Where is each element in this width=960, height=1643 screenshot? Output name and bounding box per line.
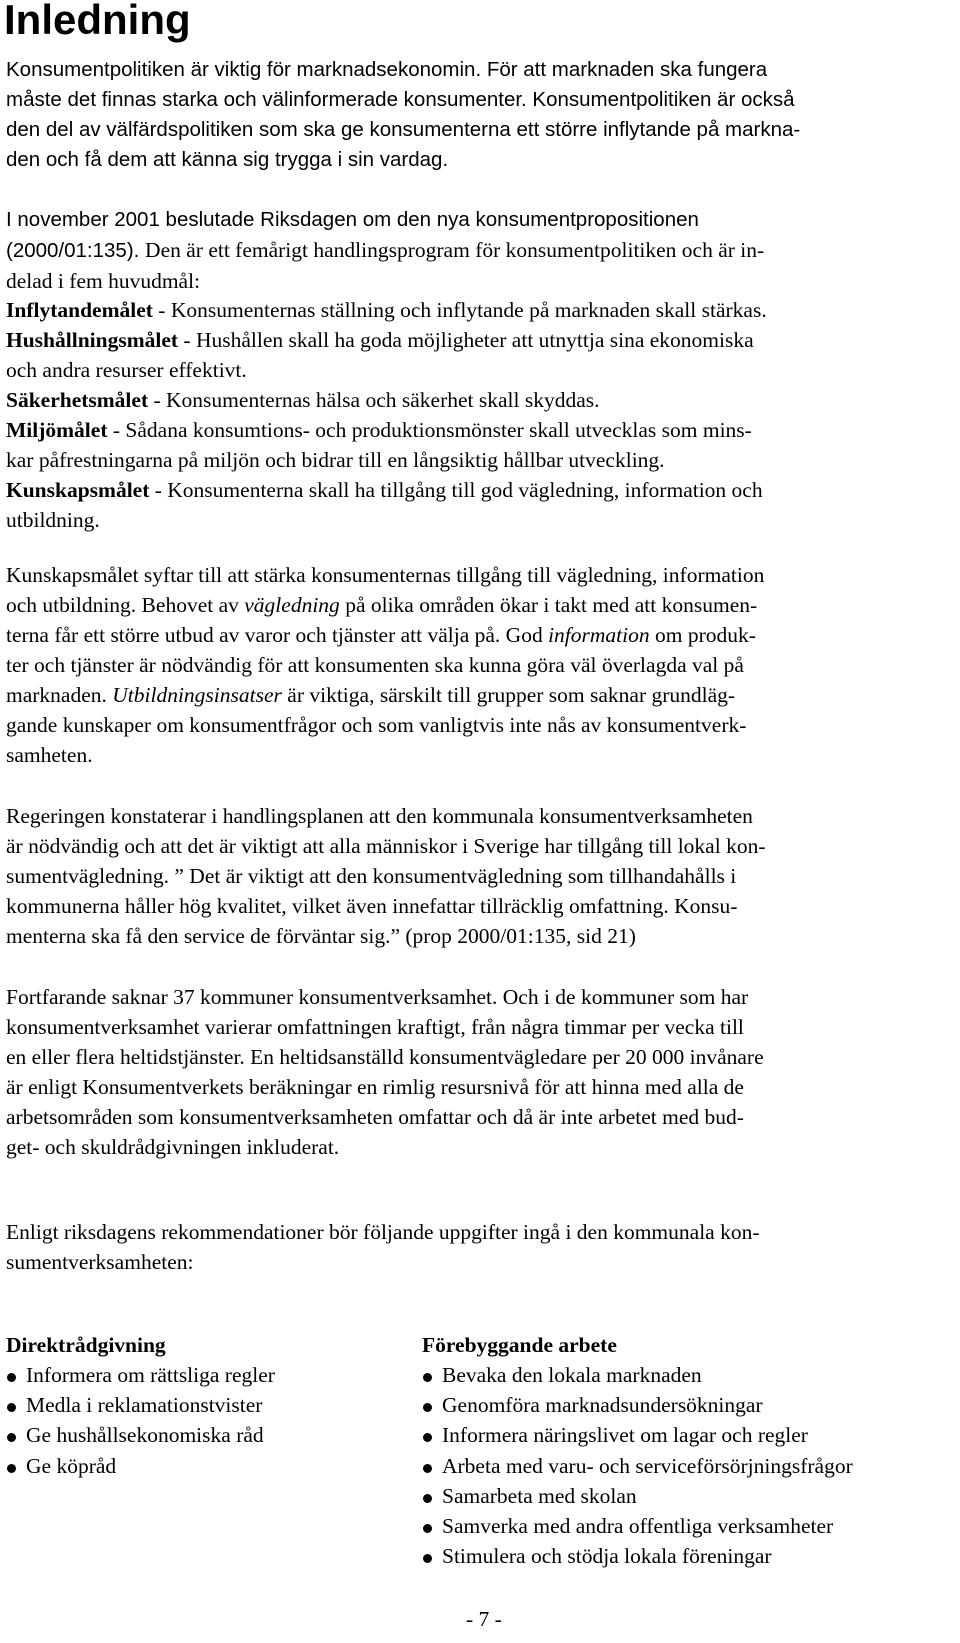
list-item: Samarbeta med skolan — [422, 1481, 954, 1511]
text-line: är nödvändig och att det är viktigt att alla människor i Sverige har tillgång till lokal kon- — [6, 834, 766, 858]
text-line: Konsumentpolitiken är viktig för marknadsekonomin. För att marknaden ska fungera — [6, 58, 768, 81]
text-line: Kunskapsmålet syftar till att stärka konsumenternas tillgång till vägledning, information — [6, 563, 765, 587]
goal-item — [6, 415, 954, 445]
goal-name: Inflytandemålet — [6, 298, 153, 322]
bullet-icon — [423, 1433, 432, 1442]
text-line: sumentverksamheten: — [6, 1250, 194, 1274]
text-line: den del av välfärdspolitiken som ska ge konsumenterna ett större inflytande på markna- — [6, 118, 801, 141]
text-line: Regeringen konstaterar i handlingsplanen att den kommunala konsumentverksamheten — [6, 804, 753, 828]
text-line: Enligt riksdagens rekommendationer bör följande uppgifter ingå i den kommunala kon- — [6, 1220, 760, 1244]
goal-continuation: och andra resurser effektivt. — [6, 358, 247, 382]
text-line: get- och skuldrådgivningen inkluderat. — [6, 1135, 340, 1159]
text-line: är viktiga, särskilt till grupper som saknar grundläg- — [281, 683, 736, 707]
goal-item — [6, 325, 954, 355]
list-item: Samverka med andra offentliga verksamheter — [422, 1511, 954, 1541]
page-title: Inledning — [4, 0, 191, 43]
emphasis: Utbildningsinsatser — [112, 683, 282, 707]
text-line: konsumentverksamhet varierar omfattningen kraftigt, från några timmar per vecka till — [6, 1015, 744, 1039]
emphasis: information — [548, 623, 650, 647]
bullet-icon — [423, 1494, 432, 1503]
goal-name: Hushållningsmålet — [6, 328, 179, 352]
text-line: är enligt Konsumentverkets beräkningar en rimlig resursnivå för att hinna med alla de — [6, 1075, 744, 1099]
text-line: delad i fem huvudmål: — [6, 269, 201, 293]
text-line: I november 2001 beslutade Riksdagen om den nya konsumentpropositionen — [6, 208, 699, 231]
goal-name: Säkerhetsmålet — [6, 388, 149, 412]
text-line: Fortfarande saknar 37 kommuner konsumentverksamhet. Och i de kommuner som har — [6, 985, 749, 1009]
list-item: Ge hushållsekonomiska råd — [6, 1420, 526, 1450]
bullet-icon — [7, 1373, 16, 1382]
list-item: Ge köpråd — [6, 1451, 526, 1481]
text-line: arbetsområden som konsumentverksamheten omfattar och då är inte arbetet med bud- — [6, 1105, 744, 1129]
goal-text: - Sådana konsumtions- och produktionsmönster skall utvecklas som mins- — [107, 418, 752, 442]
goal-text: - Konsumenternas hälsa och säkerhet skall skyddas. — [148, 388, 600, 412]
emphasis: vägledning — [244, 593, 340, 617]
goal-name: Kunskapsmålet — [6, 478, 150, 502]
list-item: Informera om rättsliga regler — [6, 1360, 526, 1390]
text-line: terna får ett större utbud av varor och tjänster att välja på. God — [6, 623, 549, 647]
text-line: på olika områden ökar i takt med att konsumen- — [339, 593, 758, 617]
goal-text: - Konsumenterna skall ha tillgång till god vägledning, information och — [149, 478, 763, 502]
government-paragraph — [6, 801, 954, 951]
list-item: Informera näringslivet om lagar och regler — [422, 1420, 954, 1450]
intro-paragraph — [6, 55, 954, 175]
list-heading: Direktrådgivning — [6, 1333, 166, 1357]
goal-text: - Konsumenternas ställning och inflytande på marknaden skall stärkas. — [152, 298, 767, 322]
text-line: menterna ska få den service de förväntar sig.” (prop 2000/01:135, sid 21) — [6, 924, 636, 948]
goal-continuation: utbildning. — [6, 508, 100, 532]
text-line: gande kunskaper om konsumentfrågor och som vanligtvis inte nås av konsumentverk- — [6, 713, 747, 737]
bullet-icon — [7, 1433, 16, 1442]
goal-text: - Hushållen skall ha goda möjligheter att utnyttja sina ekonomiska — [178, 328, 754, 352]
bullet-icon — [423, 1524, 432, 1533]
list-item: Stimulera och stödja lokala föreningar — [422, 1541, 954, 1571]
bullet-icon — [423, 1403, 432, 1412]
text-line: samheten. — [6, 743, 93, 767]
text-line: och utbildning. Behovet av — [6, 593, 245, 617]
recommendations-paragraph — [6, 1217, 954, 1277]
list-item: Bevaka den lokala marknaden — [422, 1360, 954, 1390]
goals-list — [6, 295, 954, 535]
goal-item — [6, 385, 954, 415]
text-line: måste det finnas starka och välinformerade konsumenter. Konsumentpolitiken är också — [6, 88, 795, 111]
goal-name: Miljömålet — [6, 418, 108, 442]
knowledge-paragraph — [6, 560, 954, 770]
bullet-icon — [423, 1554, 432, 1563]
text-line: (2000/01:135). — [6, 239, 146, 262]
list-item: Arbeta med varu- och serviceförsörjningsfrågor — [422, 1451, 954, 1481]
preventive-work-list — [422, 1330, 954, 1571]
text-line: en eller flera heltidstjänster. En heltidsanställd konsumentvägledare per 20 000 invånare — [6, 1045, 764, 1069]
text-line: den och få dem att känna sig trygga i sin vardag. — [6, 148, 449, 171]
bullet-icon — [7, 1403, 16, 1412]
list-item: Medla i reklamationstvister — [6, 1390, 526, 1420]
text-line: Den är ett femårigt handlingsprogram för konsumentpolitiken och är in- — [145, 238, 765, 262]
goal-item — [6, 295, 954, 325]
text-line: ter och tjänster är nödvändig för att konsumenten ska kunna göra väl överlagda val på — [6, 653, 744, 677]
text-line: sumentvägledning. ” Det är viktigt att den konsumentvägledning som tillhandahålls i — [6, 864, 737, 888]
text-line: om produk- — [649, 623, 756, 647]
text-line: kommunerna håller hög kvalitet, vilket även innefattar tillräcklig omfattning. Konsu- — [6, 894, 738, 918]
bullet-icon — [423, 1373, 432, 1382]
bullet-icon — [423, 1464, 432, 1473]
resources-paragraph — [6, 982, 954, 1162]
list-item: Genomföra marknadsundersökningar — [422, 1390, 954, 1420]
goal-continuation: kar påfrestningarna på miljön och bidrar till en långsiktig hållbar utveckling. — [6, 448, 665, 472]
page-number: - 7 - — [466, 1607, 502, 1631]
list-heading: Förebyggande arbete — [422, 1333, 617, 1357]
goal-item — [6, 475, 954, 505]
text-line: marknaden. — [6, 683, 113, 707]
bullet-icon — [7, 1464, 16, 1473]
proposition-paragraph — [6, 205, 954, 296]
